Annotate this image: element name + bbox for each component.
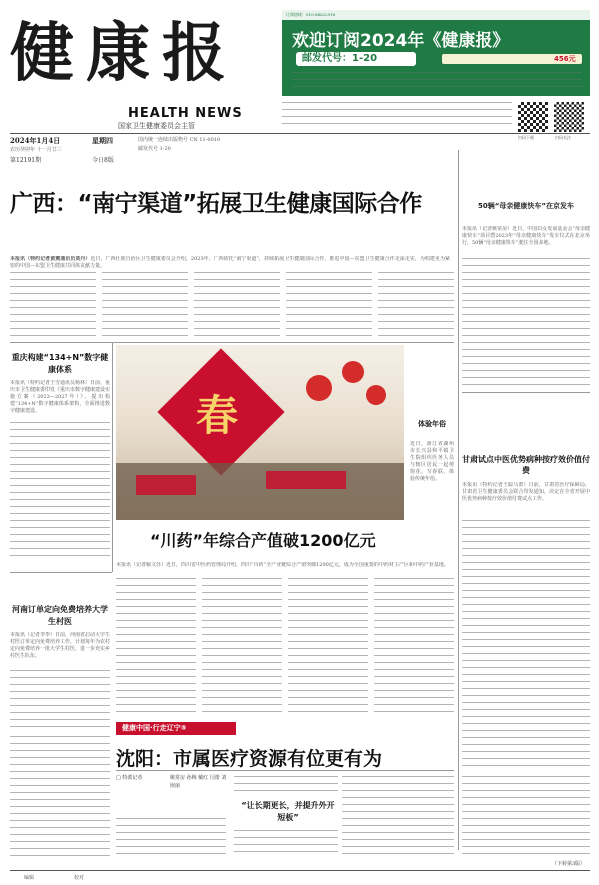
special-reporter-names: 姚常房 孙梅 戴红 闫蕾 刘嵌丽 (170, 775, 227, 789)
sidebar2-intro: 本报讯（特约记者王雪通讯员杨林）日前，重庆市卫生健康委印发《重庆市数字健康建设实施方案（2023—2027年）》，提出构建“134+N”数字健康体系架构，全面推进数字健康建设。 (10, 380, 110, 414)
sidebar3-body (462, 520, 590, 770)
lead-author: 本报讯（特约记者黄震通讯员莫丹） (10, 256, 91, 262)
issue-pages: 今日8版 (92, 157, 114, 164)
special-reporters-label: □ 特派记者 (116, 775, 143, 781)
spring-character: 春 (196, 391, 239, 440)
special-col2-top (234, 776, 338, 796)
photo-caption (410, 345, 454, 520)
henan-body (10, 670, 110, 730)
lead-headline[interactable]: 广西：“南宁渠道”拓展卫生健康国际合作 (10, 191, 422, 217)
red-lantern-icon (366, 385, 386, 405)
sidebar2-body (10, 422, 110, 562)
footer-editor: 编辑 (24, 875, 35, 881)
masthead-title: 健康报 (10, 16, 238, 91)
lead-article-body (10, 256, 454, 342)
issue-number: 第12191期 (10, 157, 42, 164)
red-paper-craft (136, 475, 196, 495)
sidebar2-headline[interactable]: 重庆构建“134+N”数字健康体系 (11, 353, 109, 374)
footer-proofreader: 校对 (74, 875, 85, 881)
chuanyao-body (116, 562, 454, 717)
special-pullquote: “让长期更长，并提升外开短板” (241, 801, 335, 822)
issue-date: 2024年1月4日 (10, 136, 61, 145)
henan-body-continued (10, 736, 110, 861)
continued-note: （下转第3版） (552, 861, 586, 867)
issue-postal-code: 邮发代号 1-20 (138, 146, 171, 152)
ad-hotline: 订阅热线：010-64622918 (286, 12, 336, 17)
chuanyao-headline[interactable]: “川药”年综合产值破1200亿元 (150, 531, 376, 550)
special-reporters (116, 774, 171, 814)
issue-lunar: 农历癸卯年 十一月廿三 (10, 147, 62, 153)
special-banner: 健康中国·行走辽宁⑤ (116, 722, 236, 735)
wechat-qr-code[interactable] (554, 102, 584, 132)
wechat-qr-label: 扫码关注 (555, 135, 571, 140)
photo-caption-text: 近日，浙江省湖州市长兴县和平镇卫生院组织医务人员与辖区居民一起剪窗花、写春联，体验传统年俗。 (410, 441, 454, 482)
issue-cn-code: 国内统一连续出版物号 CN 11-0010 (138, 137, 221, 143)
subscription-ad (282, 10, 590, 96)
special-headline[interactable]: 沈阳：市属医疗资源有位更有为 (116, 748, 383, 770)
special-col3 (342, 776, 454, 858)
ad-price: 456元 (554, 55, 576, 63)
photo-caption-title: 体验年俗 (418, 420, 446, 428)
henan-headline[interactable]: 河南订单定向免费培养大学生村医 (12, 605, 108, 626)
app-qr-code[interactable] (518, 102, 548, 132)
sidebar1-headline[interactable]: 50辆“母亲健康快车”在京发车 (478, 202, 574, 210)
special-col4 (462, 776, 590, 858)
henan-intro: 本报讯（记者李季）日前，河南省启动大学生村医订单定向免费培养工作，计划每年为农村定向免费培养一批大学生村医，进一步充实乡村医生队伍。 (10, 632, 110, 659)
sidebar1-body (462, 258, 590, 388)
special-col2-bottom (234, 830, 338, 858)
issue-weekday: 星期四 (92, 136, 113, 145)
lead-article-intro (10, 256, 450, 270)
ad-postal-code: 邮发代号：1-20 (296, 52, 416, 66)
app-qr-label: 扫码下载 (518, 135, 534, 140)
sidebar3-headline[interactable]: 甘肃试点中医优势病种按疗效价值付费 (462, 455, 590, 475)
red-lantern-icon (342, 361, 364, 383)
lead-summary: 近日，广西壮族自治区卫生健康委员会介绍，2023年，广西依托“南宁渠道”，持续拓展卫生健康国际合作，推进中国—东盟卫生健康合作走深走实，为构建更为紧密的中国—东盟卫生健康共同体贡献力量。 (10, 256, 450, 269)
masthead-sponsor: 国家卫生健康委员会主管 (118, 122, 195, 130)
masthead-english: HEALTH NEWS (128, 106, 243, 121)
red-paper-craft (266, 471, 346, 489)
chuanyao-intro: 本报讯（记者喻文苏）近日，四川省中医药管理局介绍，四川“川药”全产业链综合产值突破1200亿元，成为全国重要的中药材主产区和中药产业基地。 (116, 562, 449, 568)
news-photo[interactable] (116, 345, 404, 520)
sidebar1-intro: 本报讯（记者姚常房）近日，中国妇女发展基金会“母亲健康快车”项目暨2023年“母亲健康快车”发车仪式在北京举行，50辆“母亲健康快车”驶往全国多地。 (462, 226, 590, 246)
sidebar3-intro: 本报讯（特约记者王聪马蕾）日前，甘肃省医疗保障局、甘肃省卫生健康委员会联合印发通知，决定在全省开展中医优势病种按疗效价值付费试点工作。 (462, 482, 590, 502)
red-lantern-icon (306, 375, 332, 401)
special-col1 (116, 818, 226, 858)
ad-title: 欢迎订阅2024年《健康报》 (292, 31, 510, 51)
ad-description (282, 102, 512, 128)
